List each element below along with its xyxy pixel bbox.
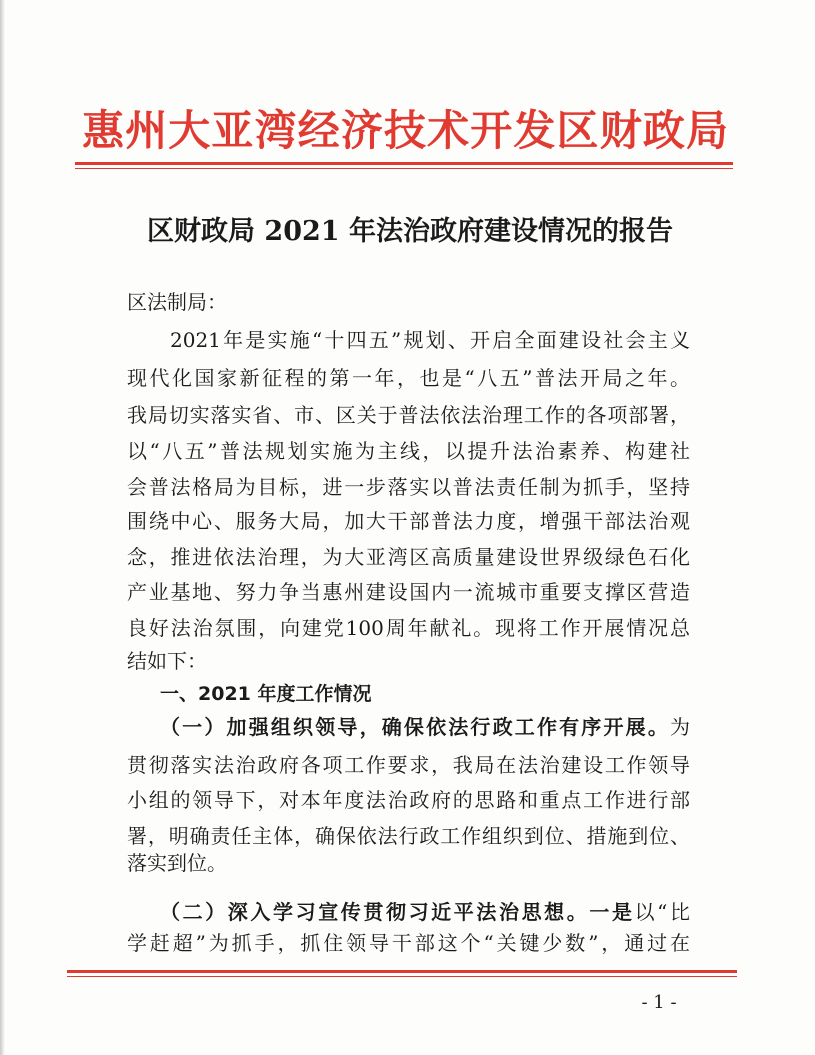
item-1-line: 贯彻落实法治政府各项工作要求，我局在法治建设工作领导 — [127, 753, 690, 777]
intro-line: 产业基地、努力争当惠州建设国内一流城市重要支撑区营造 — [127, 580, 690, 604]
intro-line: 2021年是实施“十四五”规划、开启全面建设社会主义 — [170, 328, 690, 352]
item-1-heading: （一）加强组织领导，确保依法行政工作有序开展。 — [160, 715, 670, 739]
intro-line: 我局切实落实省、市、区关于普法依法治理工作的各项部署， — [127, 403, 690, 427]
item-1-first-line — [160, 709, 690, 745]
intro-line: 结如下： — [127, 649, 207, 673]
item-1-line: 署，明确责任主体，确保依法行政工作组织到位、措施到位、 — [127, 824, 690, 848]
page-number: - 1 - — [641, 992, 677, 1013]
item-1-line: 落实到位。 — [127, 851, 227, 875]
item-2-text: 以“比 — [634, 900, 690, 924]
item-2-lead: 一是 — [589, 900, 635, 924]
intro-line: 现代化国家新征程的第一年，也是“八五”普法开局之年。 — [127, 366, 690, 390]
scan-edge-shadow — [0, 0, 5, 1055]
item-2-heading: （二）深入学习宣传贯彻习近平法治思想。 — [160, 900, 590, 924]
section-heading: 一、2021 年度工作情况 — [160, 683, 372, 705]
item-1-text: 为 — [670, 715, 690, 739]
intro-line: 念，推进依法治理，为大亚湾区高质量建设世界级绿色石化 — [127, 545, 690, 569]
intro-line: 良好法治氛围，向建党100周年献礼。现将工作开展情况总 — [127, 616, 690, 640]
letterhead-rule-thick — [75, 162, 733, 165]
footer-rule-thin — [67, 976, 737, 977]
item-2-line: 学赶超”为抓手，抓住领导干部这个“关键少数”，通过在 — [127, 931, 690, 955]
letterhead-org-name: 惠州大亚湾经济技术开发区财政局 — [82, 106, 728, 155]
letterhead-rule-thin — [75, 168, 733, 169]
addressee: 区法制局： — [127, 290, 227, 314]
intro-line: 以“八五”普法规划实施为主线，以提升法治素养、构建社 — [127, 439, 690, 463]
intro-line: 会普法格局为目标，进一步落实以普法责任制为抓手，坚持 — [127, 475, 690, 499]
item-1-line: 小组的领导下，对本年度法治政府的思路和重点工作进行部 — [127, 788, 690, 812]
footer-rule-thick — [67, 970, 737, 973]
intro-line: 围绕中心、服务大局，加大干部普法力度，增强干部法治观 — [127, 509, 690, 533]
document-title: 区财政局 2021 年法治政府建设情况的报告 — [147, 216, 673, 247]
